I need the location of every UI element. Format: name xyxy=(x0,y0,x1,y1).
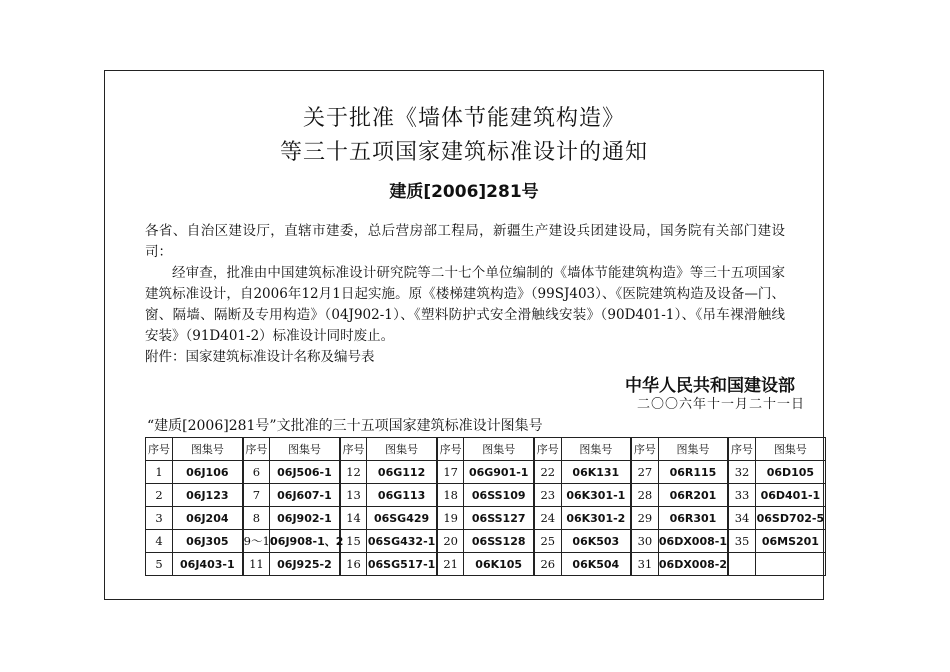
header-atlas-code: 图集号 xyxy=(270,438,340,461)
atlas-code-cell: 06J305 xyxy=(173,530,243,553)
notice-title-line1: 关于批准《墙体节能建筑构造》 xyxy=(302,106,625,131)
atlas-code-cell: 06G113 xyxy=(367,484,437,507)
table-row xyxy=(146,507,826,530)
header-atlas-code: 图集号 xyxy=(755,438,825,461)
issue-date: 二〇〇六年十一月二十一日 xyxy=(637,397,806,412)
atlas-code-cell: 06D105 xyxy=(755,461,825,484)
table-caption: “建质[2006]281号”文批准的三十五项国家建筑标准设计图集号 xyxy=(147,418,543,434)
issuer: 中华人民共和国建设部 xyxy=(625,376,795,396)
serial-cell: 8 xyxy=(243,507,270,530)
atlas-code-cell: 06J506-1 xyxy=(270,461,340,484)
atlas-code-cell: 06K301-2 xyxy=(561,507,631,530)
serial-cell: 21 xyxy=(437,553,464,576)
atlas-code-cell: 06R115 xyxy=(658,461,728,484)
atlas-code-cell: 06K503 xyxy=(561,530,631,553)
notice-frame xyxy=(104,70,824,600)
header-atlas-code: 图集号 xyxy=(173,438,243,461)
atlas-code-cell: 06J925-2 xyxy=(270,553,340,576)
serial-cell: 13 xyxy=(340,484,367,507)
atlas-code-cell: 06J106 xyxy=(173,461,243,484)
atlas-code-cell: 06K301-1 xyxy=(561,484,631,507)
serial-cell: 5 xyxy=(146,553,173,576)
serial-cell xyxy=(728,553,755,576)
header-serial: 序号 xyxy=(146,438,173,461)
header-atlas-code: 图集号 xyxy=(367,438,437,461)
serial-cell: 28 xyxy=(631,484,658,507)
addressee: 各省、自治区建设厅，直辖市建委，总后营房部工程局，新疆生产建设兵团建设局，国务院有关部门建设司： xyxy=(145,223,785,260)
attachment-note: 附件：国家建筑标准设计名称及编号表 xyxy=(145,349,375,365)
serial-cell: 27 xyxy=(631,461,658,484)
atlas-code-cell: 06G901-1 xyxy=(464,461,534,484)
atlas-code-cell: 06SS109 xyxy=(464,484,534,507)
atlas-code-cell xyxy=(755,553,825,576)
atlas-code-cell: 06K131 xyxy=(561,461,631,484)
atlas-code-cell: 06J403-1 xyxy=(173,553,243,576)
serial-cell: 6 xyxy=(243,461,270,484)
serial-cell: 24 xyxy=(534,507,561,530)
atlas-number-table xyxy=(145,437,826,576)
serial-cell: 12 xyxy=(340,461,367,484)
serial-cell: 17 xyxy=(437,461,464,484)
serial-cell: 3 xyxy=(146,507,173,530)
serial-cell: 16 xyxy=(340,553,367,576)
header-serial: 序号 xyxy=(631,438,658,461)
atlas-code-cell: 06DX008-1 xyxy=(658,530,728,553)
atlas-code-cell: 06J908-1、2 xyxy=(270,530,340,553)
table-row xyxy=(146,484,826,507)
serial-cell: 25 xyxy=(534,530,561,553)
atlas-code-cell: 06R301 xyxy=(658,507,728,530)
serial-cell: 35 xyxy=(728,530,755,553)
atlas-code-cell: 06J204 xyxy=(173,507,243,530)
serial-cell: 18 xyxy=(437,484,464,507)
header-serial: 序号 xyxy=(340,438,367,461)
atlas-code-cell: 06K504 xyxy=(561,553,631,576)
atlas-code-cell: 06J607-1 xyxy=(270,484,340,507)
atlas-code-cell: 06SG429 xyxy=(367,507,437,530)
atlas-code-cell: 06MS201 xyxy=(755,530,825,553)
table-row xyxy=(146,461,826,484)
serial-cell: 19 xyxy=(437,507,464,530)
serial-cell: 4 xyxy=(146,530,173,553)
serial-cell: 23 xyxy=(534,484,561,507)
serial-cell: 26 xyxy=(534,553,561,576)
serial-cell: 1 xyxy=(146,461,173,484)
header-atlas-code: 图集号 xyxy=(561,438,631,461)
serial-cell: 31 xyxy=(631,553,658,576)
atlas-code-cell: 06J902-1 xyxy=(270,507,340,530)
atlas-code-cell: 06SG432-1 xyxy=(367,530,437,553)
serial-cell: 22 xyxy=(534,461,561,484)
header-serial: 序号 xyxy=(728,438,755,461)
header-atlas-code: 图集号 xyxy=(658,438,728,461)
serial-cell: 34 xyxy=(728,507,755,530)
header-serial: 序号 xyxy=(437,438,464,461)
atlas-code-cell: 06SG517-1 xyxy=(367,553,437,576)
table-row xyxy=(146,553,826,576)
atlas-code-cell: 06SS127 xyxy=(464,507,534,530)
serial-cell: 7 xyxy=(243,484,270,507)
notice-title-line2: 等三十五项国家建筑标准设计的通知 xyxy=(279,140,648,165)
notice-body: 经审查，批准由中国建筑标准设计研究院等二十七个单位编制的《墙体节能建筑构造》等三十五项国家建筑标准设计，自2006年12月1日起实施。原《楼梯建筑构造》（99SJ403）、《医院建筑构造及设备—门、窗、隔墙、隔断及专用构造》（04J902-1）、《塑料防护式安全滑触线安装》（90D401-1）、《吊车裸滑触线安装》（91D401-2）标准设计同时废止。 xyxy=(145,265,785,344)
table-header-row xyxy=(146,438,826,461)
atlas-code-cell: 06K105 xyxy=(464,553,534,576)
serial-cell: 20 xyxy=(437,530,464,553)
serial-cell: 14 xyxy=(340,507,367,530)
atlas-code-cell: 06SD702-5 xyxy=(755,507,825,530)
header-atlas-code: 图集号 xyxy=(464,438,534,461)
serial-cell: 9～10 xyxy=(243,530,270,553)
serial-cell: 29 xyxy=(631,507,658,530)
atlas-code-cell: 06J123 xyxy=(173,484,243,507)
atlas-code-cell: 06DX008-2 xyxy=(658,553,728,576)
serial-cell: 32 xyxy=(728,461,755,484)
serial-cell: 2 xyxy=(146,484,173,507)
header-serial: 序号 xyxy=(534,438,561,461)
atlas-code-cell: 06SS128 xyxy=(464,530,534,553)
table-row xyxy=(146,530,826,553)
document-number: 建质[2006]281号 xyxy=(389,182,539,202)
serial-cell: 33 xyxy=(728,484,755,507)
header-serial: 序号 xyxy=(243,438,270,461)
atlas-code-cell: 06D401-1 xyxy=(755,484,825,507)
serial-cell: 11 xyxy=(243,553,270,576)
atlas-code-cell: 06R201 xyxy=(658,484,728,507)
serial-cell: 15 xyxy=(340,530,367,553)
serial-cell: 30 xyxy=(631,530,658,553)
atlas-code-cell: 06G112 xyxy=(367,461,437,484)
